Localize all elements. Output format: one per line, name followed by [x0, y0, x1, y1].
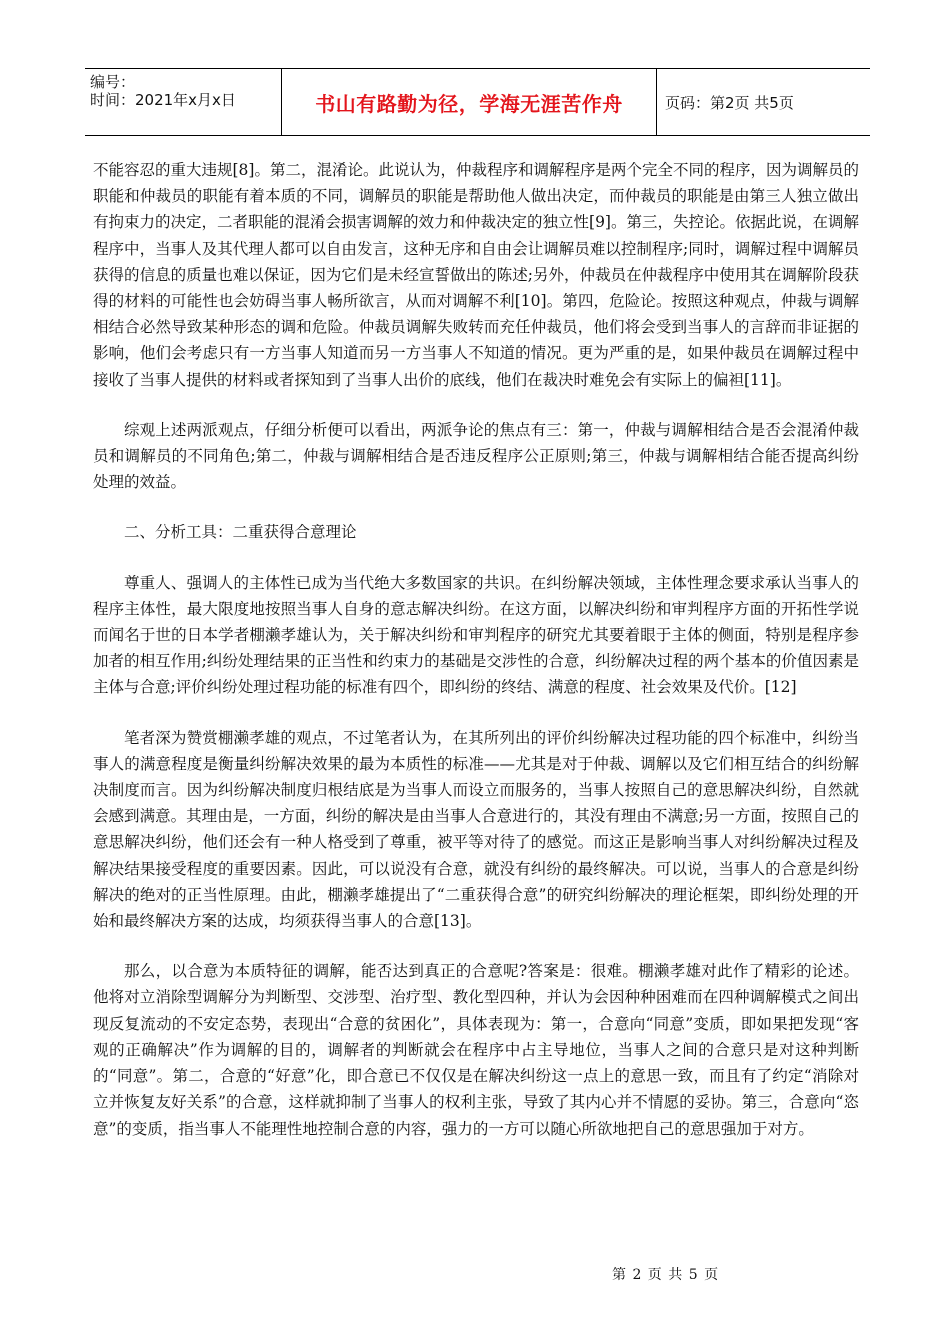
document-date: 时间：2021年x月x日 [90, 91, 236, 109]
header-motto-cell [282, 69, 657, 135]
page-header [85, 68, 870, 136]
header-page-number: 页码：第2页 共5页 [665, 93, 794, 112]
page-footer: 第 2 页 共 5 页 [612, 1267, 720, 1283]
header-page-info [657, 69, 870, 135]
paragraph-2: 综观上述两派观点，仔细分析便可以看出，两派争论的焦点有三：第一，仲裁与调解相结合是否会混淆仲裁员和调解员的不同角色;第二，仲裁与调解相结合是否违反程序公正原则;第三，仲裁与调解相结合能否提高纠纷处理的效益。 [93, 420, 859, 492]
header-meta [85, 69, 282, 135]
paragraph-1: 不能容忍的重大违规[8]。第二，混淆论。此说认为，仲裁程序和调解程序是两个完全不同的程序，因为调解员的职能和仲裁员的职能有着本质的不同，调解员的职能是帮助他人做出决定，而仲裁员的职能是由第三人独立做出有拘束力的决定，二者职能的混淆会损害调解的效力和仲裁决定的独立性[9]。第三，失控论。依据此说，在调解程序中，当事人及其代理人都可以自由发言，这种无序和自由会让调解员难以控制程序;同时，调解过程中调解员获得的信息的质量也难以保证，因为它们是未经宣誓做出的陈述;另外，仲裁员在仲裁程序中使用其在调解阶段获得的材料的可能性也会妨碍当事人畅所欲言，从而对调解不利[10]。第四，危险论。按照这种观点，仲裁与调解相结合必然导致某种形态的调和危险。仲裁员调解失败转而充任仲裁员，他们将会受到当事人的言辞而非证据的影响，他们会考虑只有一方当事人知道而另一方当事人不知道的情况。更为严重的是，如果仲裁员在调解过程中接收了当事人提供的材料或者探知到了当事人出价的底线，他们在裁决时难免会有实际上的偏袒[11]。 [93, 161, 859, 389]
section-heading: 二、分析工具：二重获得合意理论 [124, 523, 357, 542]
document-number-label: 编号： [90, 73, 136, 91]
paragraph-5: 那么，以合意为本质特征的调解，能否达到真正的合意呢?答案是：很难。棚濑孝雄对此作了精彩的论述。他将对立消除型调解分为判断型、交涉型、治疗型、教化型四种，并认为会因种种困难而在四种调解模式之间出现反复流动的不安定态势，表现出“合意的贫困化”，具体表现为：第一，合意向“同意”变质，即如果把发现“客观的正确解决”作为调解的目的，调解者的判断就会在程序中占主导地位，当事人之间的合意只是对这种判断的“同意”。第二，合意的“好意”化，即合意已不仅仅是在解决纠纷这一点上的意思一致，而且有了约定“消除对立并恢复友好关系”的合意，这样就抑制了当事人的权利主张，导致了其内心并不情愿的妥协。第三，合意向“恣意”的变质，指当事人不能理性地控制合意的内容，强力的一方可以随心所欲地把自己的意思强加于对方。 [93, 962, 859, 1138]
header-motto: 书山有路勤为径，学海无涯苦作舟 [315, 91, 623, 116]
document-body [93, 157, 859, 1142]
paragraph-4: 笔者深为赞赏棚濑孝雄的观点，不过笔者认为，在其所列出的评价纠纷解决过程功能的四个标准中，纠纷当事人的满意程度是衡量纠纷解决效果的最为本质性的标准——尤其是对于仲裁、调解以及它们相互结合的纠纷解决制度而言。因为纠纷解决制度归根结底是为当事人而设立而服务的，当事人按照自己的意思解决纠纷，自然就会感到满意。其理由是，一方面，纠纷的解决是由当事人合意进行的，其没有理由不满意;另一方面，按照自己的意思解决纠纷，他们还会有一种人格受到了尊重，被平等对待了的感觉。而这正是影响当事人对纠纷解决过程及解决结果接受程度的重要因素。因此，可以说没有合意，就没有纠纷的最终解决。可以说，当事人的合意是纠纷解决的绝对的正当性原理。由此，棚濑孝雄提出了“二重获得合意”的研究纠纷解决的理论框架，即纠纷处理的开始和最终解决方案的达成，均须获得当事人的合意[13]。 [93, 728, 859, 931]
paragraph-3: 尊重人、强调人的主体性已成为当代绝大多数国家的共识。在纠纷解决领域，主体性理念要求承认当事人的程序主体性，最大限度地按照当事人自身的意志解决纠纷。在这方面，以解决纠纷和审判程序方面的开拓性学说而闻名于世的日本学者棚濑孝雄认为，关于解决纠纷和审判程序的研究尤其要着眼于主体的侧面，特别是程序参加者的相互作用;纠纷处理结果的正当性和约束力的基础是交涉性的合意，纠纷解决过程的两个基本的价值因素是主体与合意;评价纠纷处理过程功能的标准有四个，即纠纷的终结、满意的程度、社会效果及代价。[12] [93, 573, 859, 697]
